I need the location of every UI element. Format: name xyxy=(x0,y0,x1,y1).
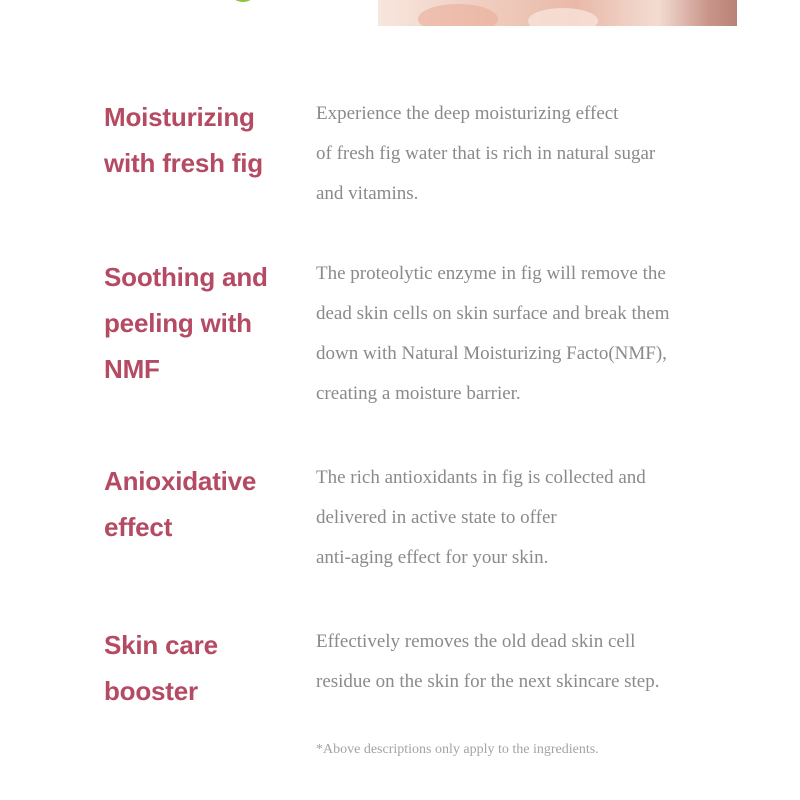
feature-title: Anioxidative effect xyxy=(104,466,257,542)
feature-title: Moisturizing with fresh fig xyxy=(104,102,263,178)
logo-fragment-icon xyxy=(228,0,258,2)
feature-description: Effectively removes the old dead skin cell residue on the skin for the next skincare step. xyxy=(316,631,660,692)
feature-title: Skin care booster xyxy=(104,630,218,706)
feature-title: Soothing and peeling with NMF xyxy=(104,262,268,384)
disclaimer-footnote: *Above descriptions only apply to the ingredients. xyxy=(316,742,599,757)
feature-description: The proteolytic enzyme in fig will remove the dead skin cells on skin surface and break them down with Natural Moisturizing Facto(NMF), creating a moisture barrier. xyxy=(316,263,670,404)
header-strip xyxy=(0,0,800,30)
feature-description: The rich antioxidants in fig is collected and delivered in active state to offer anti-aging effect for your skin. xyxy=(316,467,646,568)
product-photo xyxy=(378,0,737,26)
feature-description: Experience the deep moisturizing effect of fresh fig water that is rich in natural sugar and vitamins. xyxy=(316,103,656,204)
